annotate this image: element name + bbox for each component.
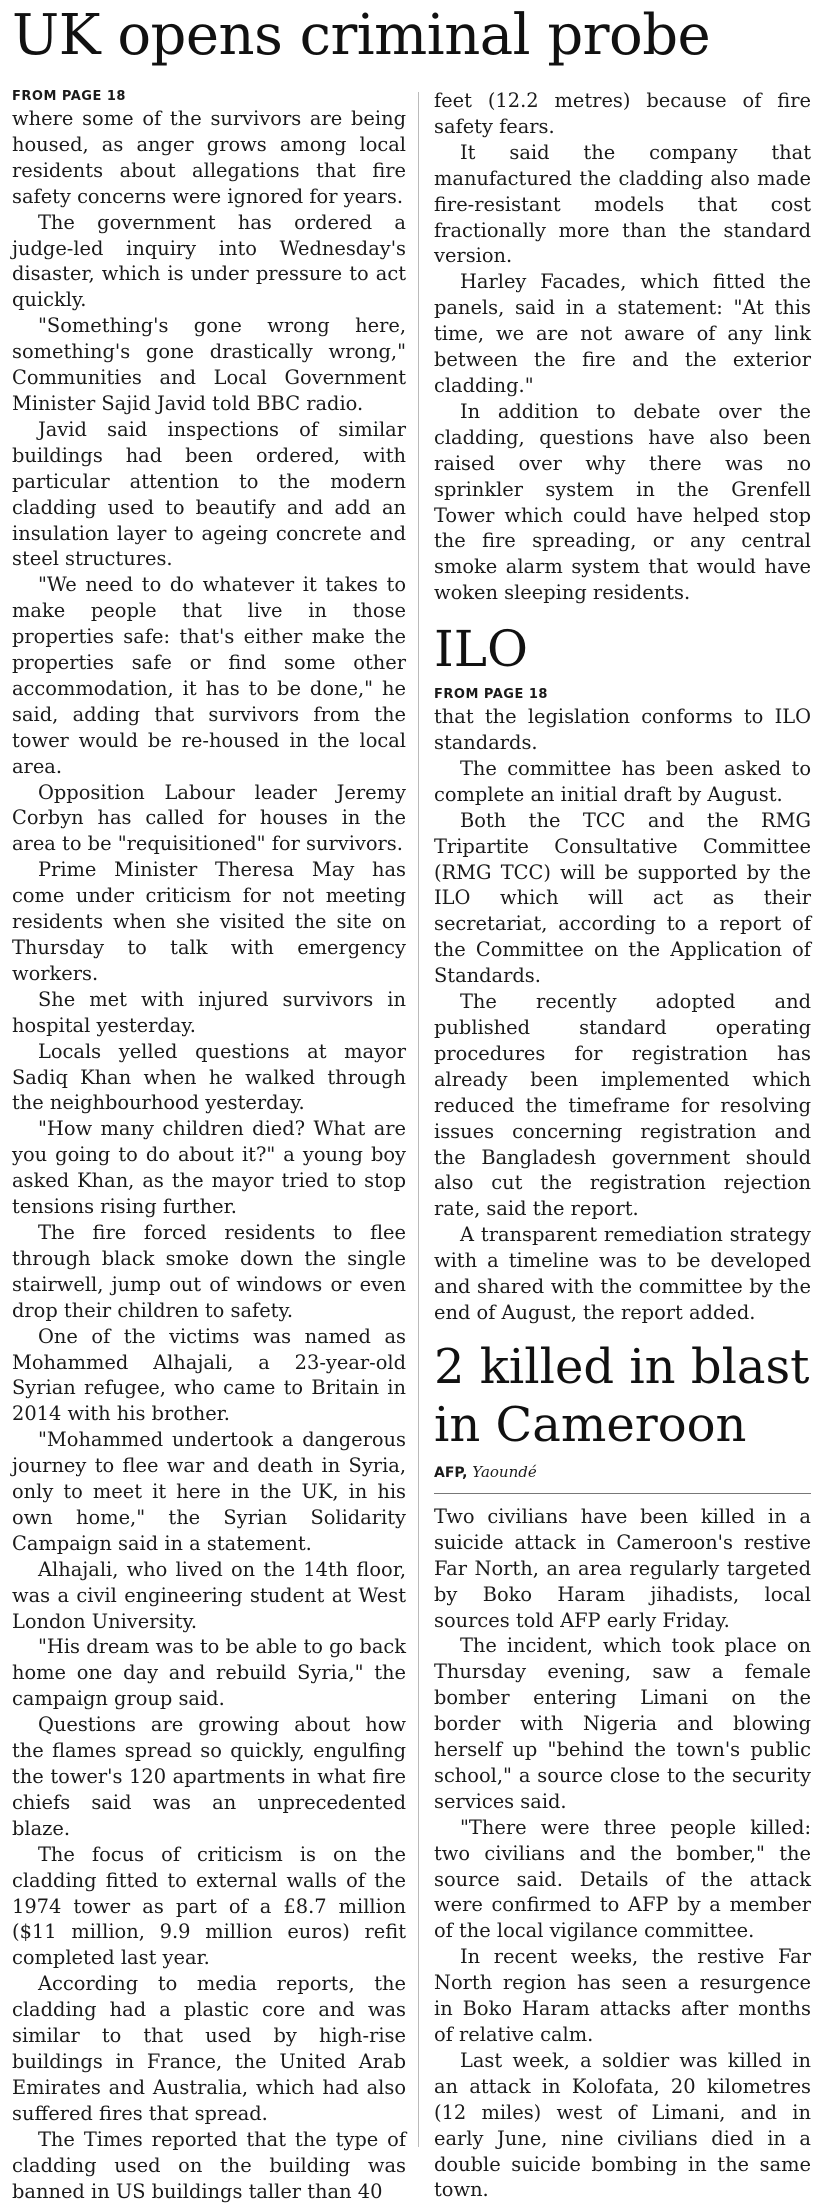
main-paragraph: "His dream was to be able to go back home one day and rebuild Syria," the campaign group said.: [12, 1635, 406, 1711]
main-continuation-paragraph: It said the company that manufactured the cladding also made fire-resistant models that cost fractionally more than the standard version.: [434, 140, 811, 268]
main-paragraph: "Something's gone wrong here, something's gone drastically wrong," Communities and Local Government Minister Sajid Javid told BBC radio.: [12, 314, 406, 415]
cameroon-agency: AFP,: [434, 1464, 468, 1481]
main-paragraph: where some of the survivors are being housed, as anger grows among local residents about allegations that fire safety concerns were ignored for years.: [12, 107, 406, 208]
ilo-paragraph: that the legislation conforms to ILO standards.: [434, 705, 811, 755]
cameroon-paragraph: Last week, a soldier was killed in an attack in Kolofata, 20 kilometres (12 miles) west of Limani, and in early June, nine civilians died in a double suicide bombing in the same town.: [434, 2048, 811, 2202]
main-paragraph: Prime Minister Theresa May has come under criticism for not meeting residents when she visited the site on Thursday to talk with emergency workers.: [12, 858, 406, 985]
ilo-paragraph: The recently adopted and published standard operating procedures for registration has already been implemented which reduced the timeframe for resolving issues concerning registration and the Bangladesh government should also cut the registration rejection rate, said the report.: [434, 990, 811, 1221]
main-paragraph: The fire forced residents to flee through black smoke down the single stairwell, jump out of windows or even drop their children to safety.: [12, 1220, 406, 1322]
main-paragraph: "We need to do whatever it takes to make people that live in those properties safe: that's either make the properties safe or find some other accommodation, it has to be done," he said, adding that survivors from the tower would be re-housed in the local area.: [12, 573, 406, 778]
main-headline: UK opens criminal probe: [12, 3, 711, 68]
ilo-paragraph: A transparent remediation strategy with a timeline was to be developed and shared with the committee by the end of August, the report added.: [434, 1223, 811, 1324]
ilo-headline: ILO: [434, 620, 528, 679]
main-paragraph: One of the victims was named as Mohammed Alhajali, a 23-year-old Syrian refugee, who came to Britain in 2014 with his brother.: [12, 1324, 406, 1426]
cameroon-byline: [434, 1462, 811, 1494]
main-paragraph: Questions are growing about how the flames spread so quickly, engulfing the tower's 120 apartments in what fire chiefs said was an unprecedented blaze.: [12, 1713, 406, 1840]
main-paragraph: The Times reported that the type of cladding used on the building was banned in US buildings taller than 40: [12, 2127, 406, 2203]
right-column: [434, 88, 811, 2203]
main-paragraph: She met with injured survivors in hospital yesterday.: [12, 987, 406, 1037]
main-paragraph: Opposition Labour leader Jeremy Corbyn has called for houses in the area to be "requisitioned" for survivors.: [12, 780, 406, 856]
cameroon-paragraph: In recent weeks, the restive Far North region has seen a resurgence in Boko Haram attacks after months of relative calm.: [434, 1945, 811, 2046]
main-paragraph: The government has ordered a judge-led inquiry into Wednesday's disaster, which is under pressure to act quickly.: [12, 210, 406, 312]
cameroon-paragraph: "There were three people killed: two civilians and the bomber," the source said. Details of the attack were confirmed to AFP by a member of the local vigilance committee.: [434, 1815, 811, 1943]
main-paragraph: "How many children died? What are you going to do about it?" a young boy asked Khan, as the mayor tried to stop tensions rising further.: [12, 1117, 406, 1219]
main-paragraph: Alhajali, who lived on the 14th floor, was a civil engineering student at West London University.: [12, 1557, 406, 1633]
main-paragraph: According to media reports, the cladding had a plastic core and was similar to that used by high-rise buildings in France, the United Arab Emirates and Australia, which had also suffered fires that spread.: [12, 1972, 406, 2125]
ilo-paragraph: Both the TCC and the RMG Tripartite Consultative Committee (RMG TCC) will be supported by the ILO which will act as their secretariat, according to a report of the Committee on the Application of Standards.: [434, 808, 811, 988]
main-paragraph: Locals yelled questions at mayor Sadiq Khan when he walked through the neighbourhood yesterday.: [12, 1039, 406, 1115]
left-column: [12, 88, 406, 2204]
main-continuation-paragraph: In addition to debate over the cladding, questions have also been raised over why there was no sprinkler system in the Grenfell Tower which could have helped stop the fire spreading, or any central smoke alarm system that would have woken sleeping residents.: [434, 399, 811, 605]
main-continuation-paragraph: feet (12.2 metres) because of fire safety fears.: [434, 89, 811, 138]
ilo-continued-from: FROM PAGE 18: [434, 687, 548, 703]
main-paragraph: "Mohammed undertook a dangerous journey to flee war and death in Syria, only to meet it here in the UK, in his own home," the Syrian Solidarity Campaign said in a statement.: [12, 1428, 406, 1555]
main-continuation-paragraph: Harley Facades, which fitted the panels, said in a statement: "At this time, we are not aware of any link between the fire and the exterior cladding.": [434, 270, 811, 397]
main-paragraph: Javid said inspections of similar buildings had been ordered, with particular attention to the modern cladding used to beautify and add an insulation layer to ageing concrete and steel structures.: [12, 417, 406, 571]
main-continued-from: FROM PAGE 18: [12, 89, 126, 104]
cameroon-headline: 2 killed in blast in Cameroon: [434, 1338, 810, 1453]
cameroon-paragraph: Two civilians have been killed in a suicide attack in Cameroon's restive Far North, an area regularly targeted by Boko Haram jihadists, local sources told AFP early Friday.: [434, 1504, 811, 1632]
cameroon-dateline-place: Yaoundé: [472, 1462, 537, 1481]
column-divider: [418, 92, 419, 2147]
ilo-paragraph: The committee has been asked to complete an initial draft by August.: [434, 756, 811, 806]
cameroon-paragraph: The incident, which took place on Thursday evening, saw a female bomber entering Limani on the border with Nigeria and blowing herself up "behind the town's public school," a source close to the security services said.: [434, 1634, 811, 1813]
main-paragraph: The focus of criticism is on the cladding fitted to external walls of the 1974 tower as part of a £8.7 million ($11 million, 9.9 million euros) refit completed last year.: [12, 1842, 406, 1970]
